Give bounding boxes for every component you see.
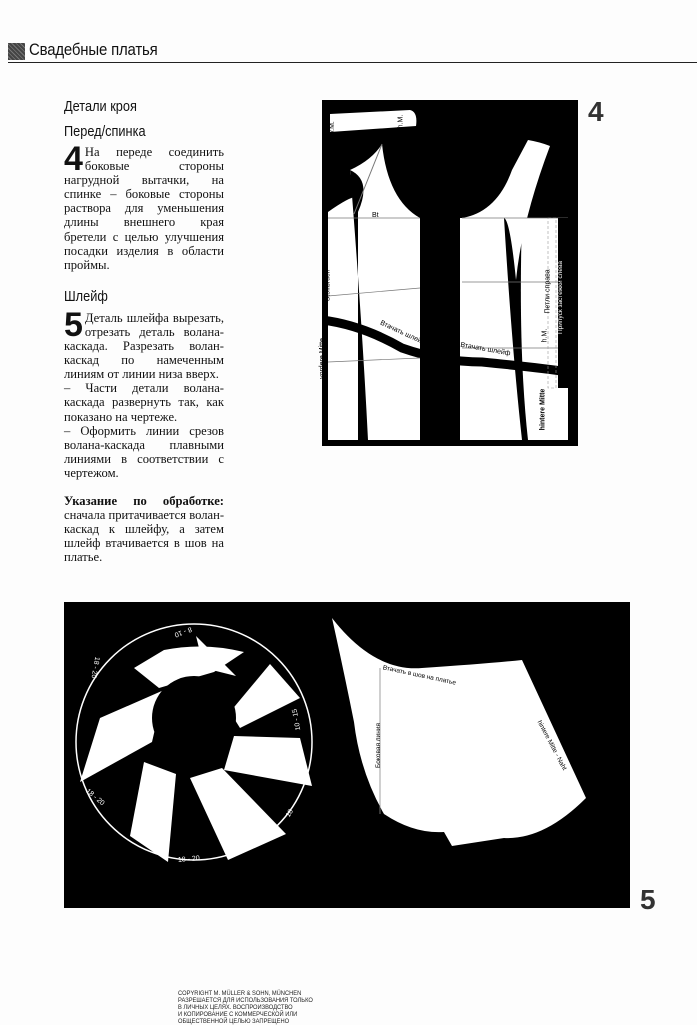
- label-hm-top: h.M.: [397, 114, 405, 129]
- step4-text: На переде соединить боковые стороны нагрудной вытачки, на спинке – боковые стороны раствора для уменьшения длины внешнего края бретели с целью улучшения посадки изделия в области проймы.: [64, 145, 224, 272]
- note-text: сначала притачивается волан-каскад к шлейфу, а затем шлейф втачивается в шов на платье.: [64, 508, 225, 565]
- copyright-line: COPYRIGHT M. MÜLLER & SOHN, MÜNCHEN: [178, 990, 302, 997]
- flounce-segment: [190, 768, 286, 860]
- train-seam-label: Втачать в шов на платье: [382, 664, 457, 687]
- label-vtachat-back: Втачать шлейф: [459, 341, 511, 358]
- section-title: Детали кроя: [64, 98, 137, 115]
- step5-text: Деталь шлейфа вырезать, отрезать деталь волана-каскада. Разрезать волан-каскад по намеченным линиям от линии низа вверх.: [64, 310, 224, 382]
- header-title: Свадебные платья: [29, 40, 158, 59]
- step5-bullet: – Части детали волана-каскада развернуть так, как показано на чертеже.: [64, 381, 224, 424]
- circle-label: 18 - 20: [89, 656, 101, 679]
- processing-note: [64, 494, 224, 564]
- flounce-segment: [224, 736, 312, 786]
- train-side-label: Боковая линия: [374, 723, 382, 768]
- figure-5-pattern: [64, 602, 630, 908]
- copyright-line: И КОПИРОВАНИЕ С КОММЕРЧЕСКОЙ ИЛИ: [178, 1011, 298, 1018]
- label-pripusk: Припуск застежки слева: [557, 260, 565, 335]
- text-column: [64, 98, 224, 564]
- running-header: [8, 40, 697, 63]
- step5-paragraph: [64, 305, 224, 382]
- copyright-line: РАЗРЕШАЕТСЯ ДЛЯ ИСПОЛЬЗОВАНИЯ ТОЛЬКО: [178, 997, 313, 1004]
- step4-dropcap: 4: [64, 140, 83, 178]
- label-bt: Bt: [372, 212, 379, 219]
- label-stoffbruch: Stoffbruch: [324, 269, 332, 302]
- figure-5-drawing: [64, 602, 630, 908]
- header-square-icon: [8, 43, 25, 60]
- circle-label: 10 - 15: [291, 708, 303, 731]
- flounce-inner-circle: [152, 676, 236, 760]
- label-hm: h.M.: [541, 328, 549, 343]
- circle-label: 18 - 20: [84, 787, 106, 808]
- circle-label: 18 - 20: [177, 855, 201, 864]
- figure-5-number: 5: [640, 884, 656, 915]
- step4-paragraph: [64, 140, 224, 272]
- label-petli: Петли справа: [544, 269, 552, 314]
- circle-label: 8 - 10: [173, 625, 193, 638]
- step4-subtitle: Перед/спинка: [64, 123, 146, 140]
- step5-dropcap: 5: [64, 305, 83, 344]
- figure-4-number: 4: [588, 96, 604, 127]
- flounce-segment: [130, 762, 176, 862]
- train-back-label: hintere Mitte - Naht: [535, 719, 568, 772]
- copyright-line: В ЛИЧНЫХ ЦЕЛЯХ. ВОСПРОИЗВОДСТВО: [178, 1004, 293, 1011]
- figure-4-pattern: [318, 100, 578, 446]
- circle-label: 18: [284, 808, 295, 819]
- note-label: Указание по обработке:: [64, 493, 224, 508]
- label-vtachat-front: Втачать шлейф: [378, 319, 428, 348]
- step5-bullet: – Оформить линии срезов волана-каскада плавными линиями в соответствии с чертежом.: [64, 423, 224, 480]
- label-hintere-mitte: hintere Mitte: [539, 388, 547, 431]
- copyright-line: ОБЩЕСТВЕННОЙ ЦЕЛЬЮ ЗАПРЕЩЕНО: [178, 1018, 290, 1025]
- label-vordere-mitte: vordere Mitte: [318, 338, 326, 379]
- step5-subtitle: Шлейф: [64, 287, 108, 305]
- label-vm: v.M.: [328, 121, 336, 134]
- copyright-notice: [178, 990, 313, 1025]
